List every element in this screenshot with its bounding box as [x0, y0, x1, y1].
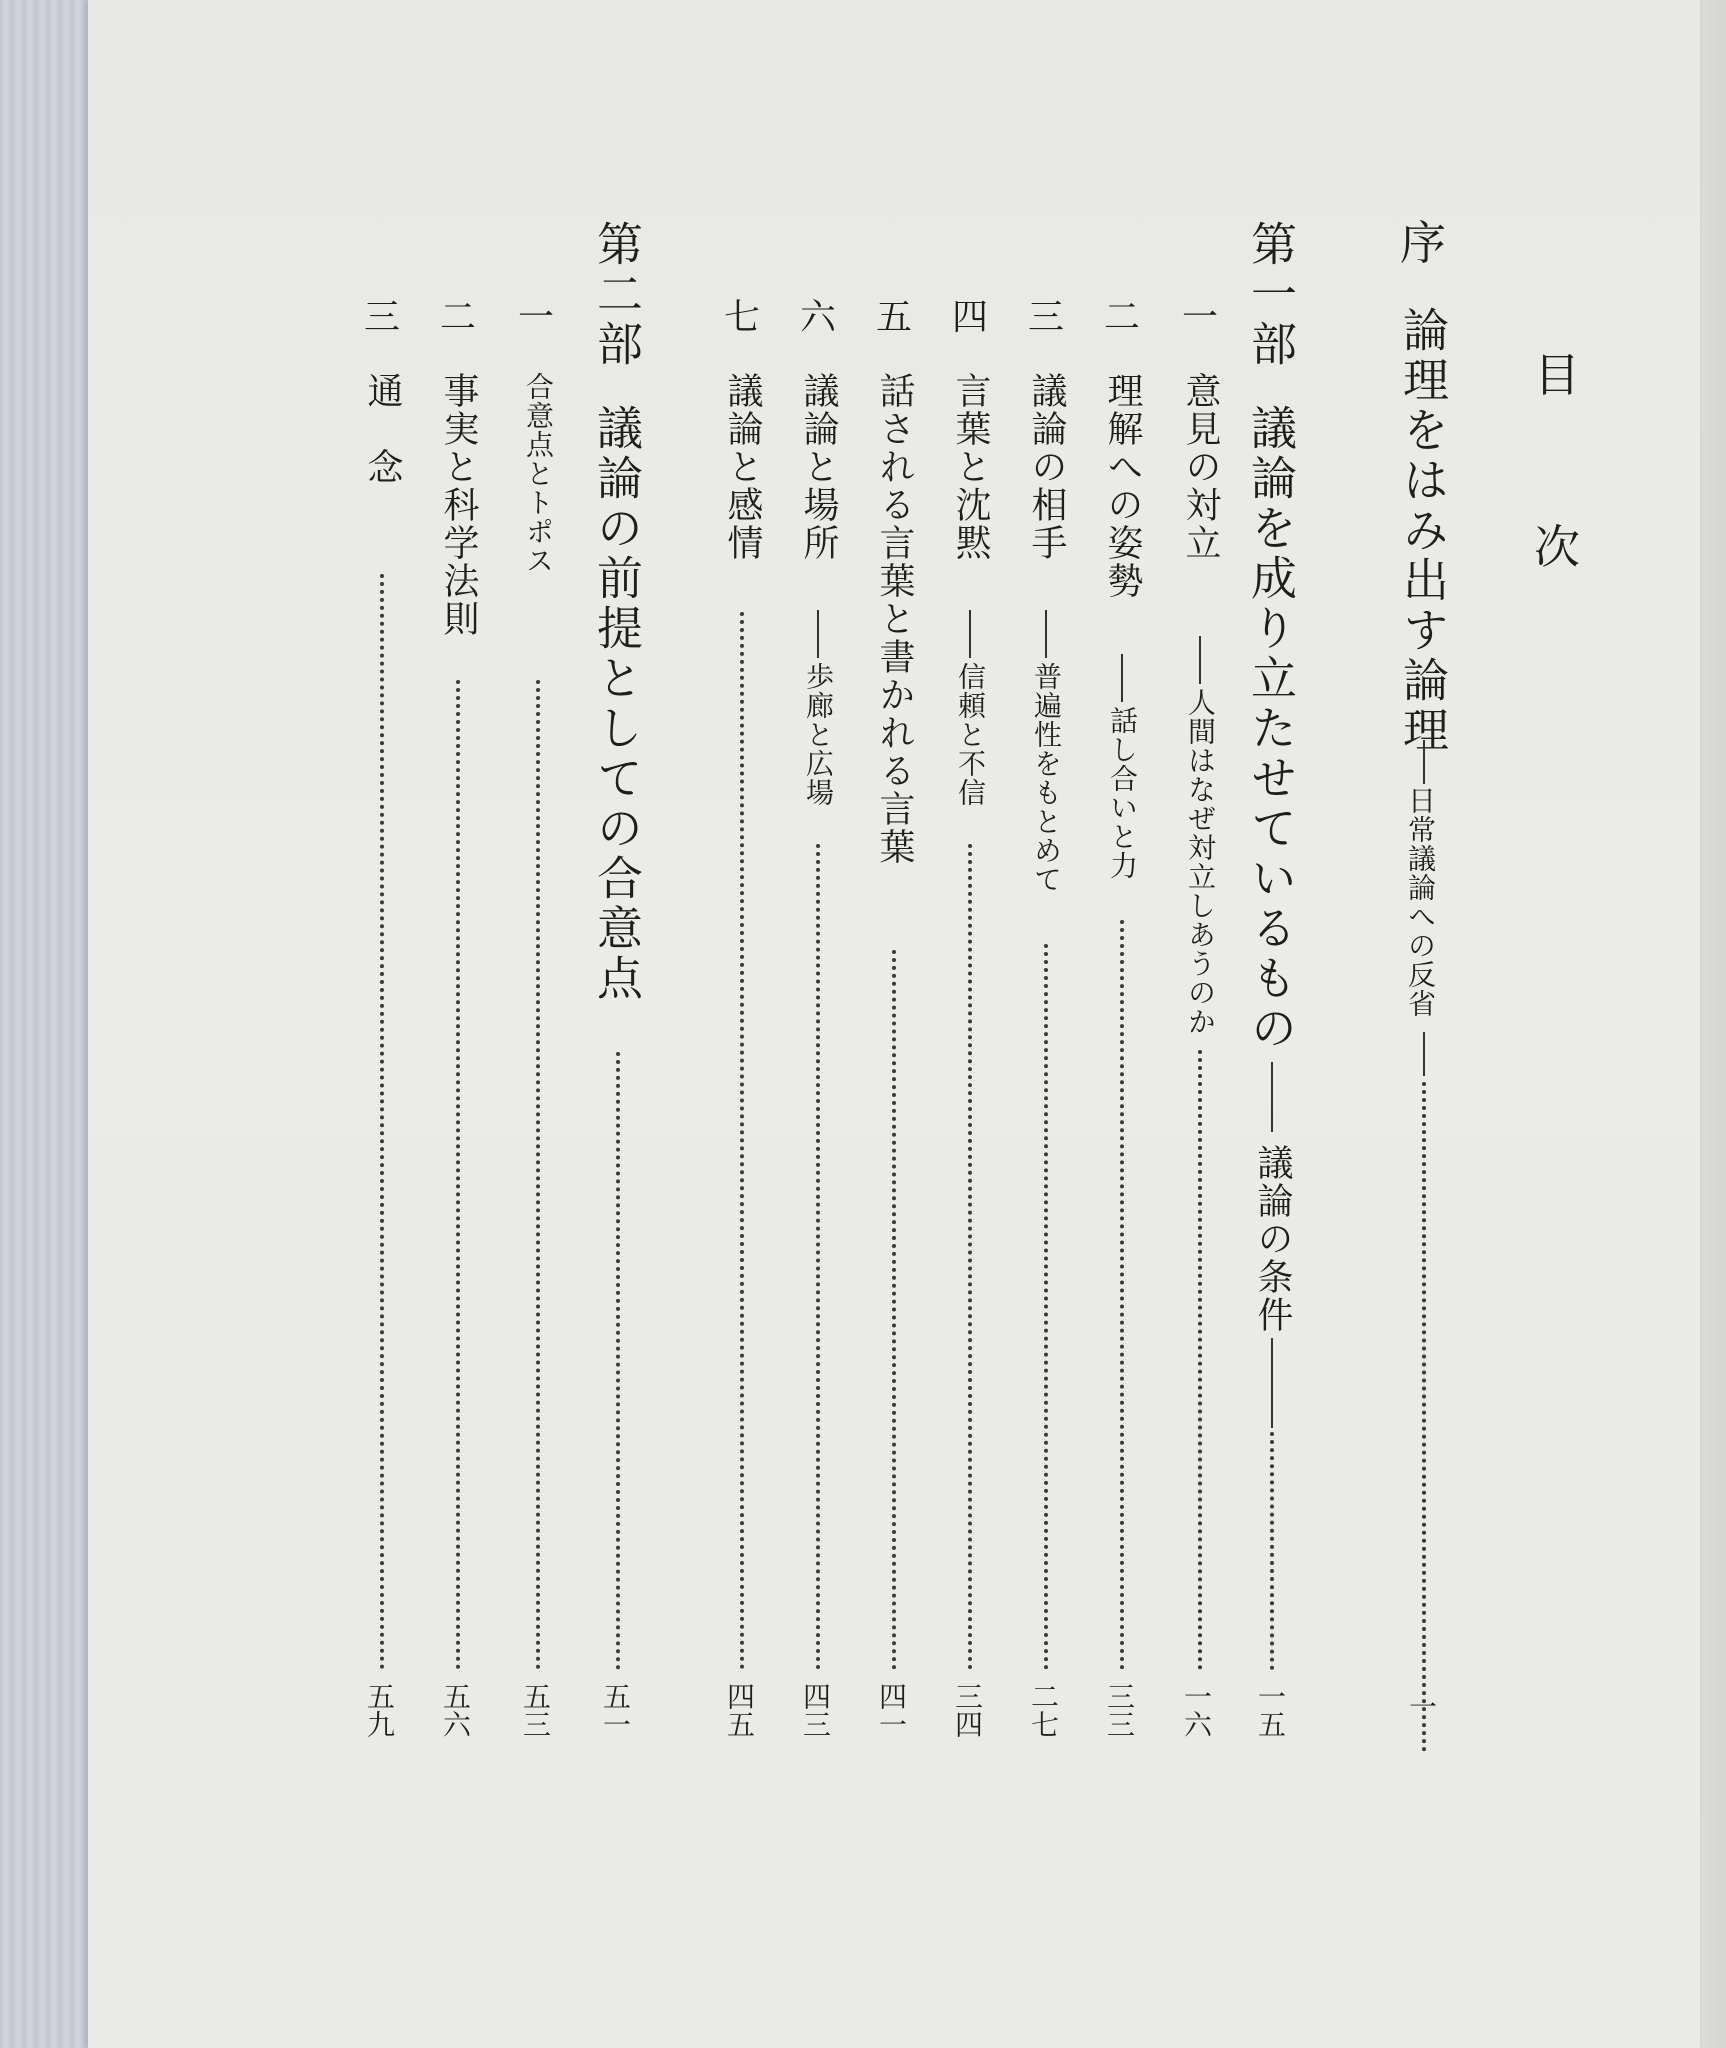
- ch1-2-leader: [1120, 920, 1124, 1670]
- ch1-4-subtitle: 信頼と不信: [954, 662, 987, 807]
- part1-leader: [1270, 1432, 1274, 1670]
- ch1-5-num: 五: [876, 297, 915, 338]
- ch1-6-page: 四三: [799, 1682, 832, 1738]
- part2-leader: [616, 1052, 620, 1670]
- ch1-4-dash: [969, 610, 971, 658]
- preface-title: 論理をはみ出す論理: [1396, 306, 1450, 756]
- ch2-1-page: 五三: [519, 1682, 552, 1738]
- preface-leader: [1422, 1082, 1426, 1752]
- ch1-3-leader: [1044, 944, 1048, 1670]
- ch1-7-leader: [740, 612, 744, 1670]
- ch1-2-subtitle: 話し合いと力: [1106, 706, 1139, 880]
- ch1-1-subtitle: 人間はなぜ対立しあうのか: [1184, 688, 1217, 1036]
- ch1-6-leader: [816, 844, 820, 1670]
- part1-title: 議論を成り立たせているもの: [1244, 404, 1298, 1054]
- ch1-4-title: 言葉と沈黙: [950, 372, 991, 562]
- ch1-4-num: 四: [952, 297, 991, 338]
- part1-dash-2: [1271, 1338, 1273, 1428]
- ch1-2-page: 三三: [1103, 1682, 1136, 1738]
- ch2-2-leader: [456, 680, 460, 1670]
- ch1-3-title: 議論の相手: [1026, 372, 1067, 562]
- ch2-3-leader: [380, 574, 384, 1670]
- ch1-1-title: 意見の対立: [1180, 372, 1221, 562]
- ch1-3-page: 二七: [1027, 1682, 1060, 1738]
- ch2-2-page: 五六: [439, 1682, 472, 1738]
- ch2-2-num: 二: [440, 297, 479, 338]
- preface-dash: [1423, 740, 1425, 784]
- ch1-4-page: 三四: [951, 1682, 984, 1738]
- ch1-2-num: 二: [1104, 297, 1143, 338]
- ch1-5-title: 話される言葉と書かれる言葉: [874, 372, 915, 866]
- ch1-1-dash: [1199, 636, 1201, 684]
- ch2-2-title: 事実と科学法則: [438, 372, 479, 638]
- ch1-2-title: 理解への姿勢: [1102, 372, 1143, 600]
- ch1-3-num: 三: [1028, 297, 1067, 338]
- part1-page: 一五: [1254, 1682, 1287, 1738]
- ch1-1-leader: [1198, 1050, 1202, 1670]
- ch1-1-page: 一六: [1180, 1682, 1213, 1738]
- page-edge: [1696, 0, 1726, 2048]
- part2-page: 五一: [599, 1682, 632, 1738]
- preface-dash-2: [1423, 1032, 1425, 1076]
- ch1-7-title: 議論と感情: [722, 372, 763, 562]
- ch1-6-subtitle: 歩廊と広場: [802, 662, 835, 807]
- preface-mark: 序: [1400, 216, 1450, 270]
- ch1-7-page: 四五: [723, 1682, 756, 1738]
- ch1-5-leader: [892, 950, 896, 1670]
- ch1-2-dash: [1121, 654, 1123, 702]
- toc-title-char-1: 目: [1534, 348, 1584, 402]
- ch2-1-num: 一: [518, 297, 557, 338]
- ch1-3-dash: [1045, 610, 1047, 658]
- ch2-1-title: 合意点とトポス: [522, 372, 555, 575]
- ch1-1-num: 一: [1182, 297, 1221, 338]
- ch2-3-title: 通 念: [362, 372, 403, 486]
- plastic-sheet-edge: [0, 0, 92, 2048]
- ch2-3-num: 三: [364, 297, 403, 338]
- ch2-3-page: 五九: [363, 1682, 396, 1738]
- ch1-3-subtitle: 普遍性をもとめて: [1030, 662, 1063, 894]
- part1-dash: [1271, 1062, 1273, 1132]
- book-page: [88, 0, 1700, 2048]
- ch1-4-leader: [968, 844, 972, 1670]
- part1-subtitle: 議論の条件: [1252, 1144, 1293, 1334]
- toc-title-char-2: 次: [1534, 520, 1584, 574]
- ch1-5-page: 四一: [875, 1682, 908, 1738]
- part2-mark: 第二部: [590, 220, 644, 370]
- ch1-6-dash: [817, 610, 819, 658]
- part1-mark: 第一部: [1244, 220, 1298, 370]
- preface-subtitle: 日常議論への反省: [1404, 786, 1437, 1018]
- ch1-6-title: 議論と場所: [798, 372, 839, 562]
- part2-title: 議論の前提としての合意点: [590, 404, 644, 1004]
- preface-page: 一: [1405, 1692, 1438, 1720]
- ch1-6-num: 六: [800, 297, 839, 338]
- ch1-7-num: 七: [724, 297, 763, 338]
- ch2-1-leader: [536, 680, 540, 1670]
